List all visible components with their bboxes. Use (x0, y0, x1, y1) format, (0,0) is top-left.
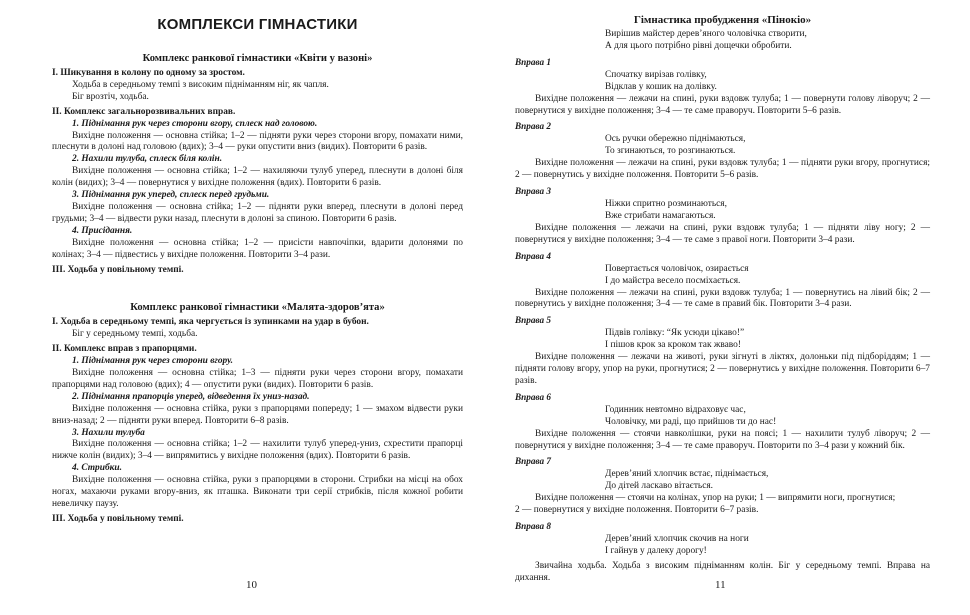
verse-line: І пішов крок за кроком так жваво! (605, 340, 741, 351)
exercise-label: Вправа 6 (515, 391, 551, 402)
exercise-text: Вихідне положення — основна стійка; 1–2 — нахилити тулуб уперед-униз, схрестити прапорці нижче колін (видих); 3–4 — випрямитись у вихідне положення (вдих). Повторити 6 разів. (52, 439, 463, 462)
exercise-text: Вихідне положення — стоячи навколішки, руки на поясі; 1 — нахилити тулуб ліворуч; 2 — повернутися у вихідне положення; 3–4 — те саме праворуч. Повторити по 3–4 рази у кожний бік. (515, 428, 930, 451)
exercise-text: Вихідне положення — основна стійка; 1–2 — підняти руки вперед, плеснути в долоні перед грудьми; 3–4 — відвести руки назад, плеснути в долоні за спиною. Повторити 6 разів. (52, 201, 463, 224)
section-1-heading: I. Шикування в колону по одному за зростом. (52, 68, 245, 78)
exercise-text: 2 — повернутися у вихідне положення. Повторити 6–7 разів. (515, 505, 759, 516)
exercise-title: 3. Нахили тулуба (72, 427, 145, 438)
exercise-text: Вихідне положення — основна стійка; 1–3 — підняти руки через сторони вгору, помахати прапорцями над головою (вдих); 4 — опустити руки (видих). Повторити 6 разів. (52, 368, 463, 390)
verse-line: І гайнув у далеку дорогу! (605, 546, 707, 556)
exercise-label: Вправа 8 (515, 521, 551, 532)
verse-line: Відклав у кошик на долівку. (605, 81, 717, 92)
verse-line: А для цього потрібно рівні дощечки обробити. (605, 40, 792, 51)
exercise-title: 2. Піднімання прапорців уперед, відведення їх униз-назад. (72, 391, 310, 402)
exercise-label: Вправа 3 (515, 186, 551, 197)
section-1-heading: I. Ходьба в середньому темпі, яка чергується із зупинками на удар в бубон. (52, 317, 369, 328)
paragraph: Біг врозтіч, ходьба. (72, 91, 149, 102)
exercise-text: Вихідне положення — основна стійка; 1–2 — підняти руки через сторони вгору, помахати ними, плеснути в долоні над головою (вдих); 3–4 — руки опустити вниз (видих). Повторити 6 разів. (52, 130, 463, 153)
exercise-text: Вихідне положення — лежачи на спині, руки вздовж тулуба; 1 — підняти ліву ногу; 2 — повернутися у вихідне положення; 3–4 — те саме з правої ноги. Повторити 3–4 рази. (515, 222, 930, 245)
exercise-text: Вихідне положення — лежачи на животі, руки зігнуті в ліктях, долоньки під підборіддям; 1 — підняти голову вгору, упор на руки, прогнутися; 2 — повернутись у вихідне положення. Повторити 6–7 разів. (515, 352, 930, 386)
exercise-text: Вихідне положення — лежачи на спині, руки вздовж тулуба; 1 — підняти руки вгору, прогнутися; 2 — повернутись у вихідне положення. Повторити 5–6 разів. (515, 158, 930, 181)
exercise-label: Вправа 2 (515, 121, 551, 132)
verse-line: Вже стрибати намагаються. (605, 210, 716, 221)
exercise-label: Вправа 5 (515, 315, 551, 326)
exercise-label: Вправа 7 (515, 456, 551, 467)
exercise-text: Вихідне положення — лежачи на спині, руки вздовж тулуба; 1 — повернути голову ліворуч; 2 — повернутися у вихідне положення; 3–4 — те саме праворуч. Повторити 5–6 разів. (515, 93, 930, 116)
final-text: Звичайна ходьба. Ходьба з високим підніманням колін. Біг у середньому темпі. Вправа на дихання. (515, 560, 930, 583)
complex-1-title: Комплекс ранкової гімнастики «Квіти у вазоні» (142, 53, 373, 64)
verse-line: Ніжки спритно розминаються, (605, 199, 727, 210)
exercise-title: 1. Піднімання рук через сторони вгору. (72, 356, 234, 367)
exercise-text: Вихідне положення — основна стійка; 1–2 — нахиляючи тулуб уперед, плеснути в долоні біля колін (видих); 3–4 — повернутися у вихідне положення (вдих). Повторити 6 разів. (52, 166, 463, 189)
page-number: 11 (715, 579, 726, 591)
verse-line: До дітей ласкаво вітається. (605, 481, 714, 492)
verse-line: Чоловічку, ми раді, що прийшов ти до нас! (605, 416, 777, 427)
verse-line: То згинаються, то розгинаються. (605, 146, 736, 157)
exercise-label: Вправа 4 (515, 250, 551, 261)
verse-line: Вирішив майстер дерев’яного чоловічка створити, (605, 29, 807, 39)
exercise-text: Вихідне положення — основна стійка, руки з прапорцями попереду; 1 — змахом відвести руки вниз-назад; 2 — підняти руки вперед. Повторити 6–8 разів. (52, 403, 463, 426)
exercise-text: Вихідне положення — стоячи на колінах, упор на руки; 1 — випрямити ноги, прогнутися; (535, 493, 896, 504)
page-number: 10 (246, 579, 257, 591)
section-2-heading: II. Комплекс загальнорозвивальних вправ. (52, 106, 236, 117)
page-title: Гімнастика пробудження «Пінокіо» (633, 14, 812, 26)
page-title: КОМПЛЕКСИ ГІМНАСТИКИ (157, 16, 358, 33)
exercise-title: 2. Нахили тулуба, сплеск біля колін. (72, 154, 223, 165)
exercise-text: Вихідне положення — основна стійка; 1–2 — присісти навпочіпки, вдарити долонями по колінах; 3–4 — підвестись у вихідне положення. Повторити 3–4 рази. (52, 237, 463, 260)
exercise-title: 4. Присідання. (72, 225, 133, 236)
right-page (485, 0, 970, 615)
exercise-title: 1. Піднімання рук через сторони вгору, сплеск над головою. (72, 118, 318, 129)
section-3-heading: III. Ходьба у повільному темпі. (52, 513, 184, 524)
verse-line: Дерев’яний хлопчик встає, піднімається, (605, 469, 769, 480)
exercise-text: Вихідне положення — основна стійка, руки з прапорцями в сторони. Стрибки на місці на обох ногах, махаючи руками вгору-вниз, як пташка. Виконати три серії стрибків, після кожної робити невеличку паузу. (52, 475, 463, 509)
verse-line: Повертається чоловічок, озирається (605, 263, 749, 274)
exercise-text: Вихідне положення — лежачи на спині, руки вздовж тулуба; 1 — повернутись на лівий бік; 2 — повернутись у вихідне положення; 3–4 — те саме в правий бік. Повторити 3–4 рази. (515, 287, 930, 310)
section-3-heading: III. Ходьба у повільному темпі. (52, 264, 184, 275)
exercise-title: 4. Стрибки. (72, 463, 122, 474)
paragraph: Ходьба в середньому темпі з високим підніманням ніг, як чапля. (72, 79, 329, 90)
section-2-heading: II. Комплекс вправ з прапорцями. (52, 344, 197, 355)
verse-line: Годинник невтомно відраховує час, (605, 404, 746, 415)
paragraph: Біг у середньому темпі, ходьба. (72, 329, 198, 340)
verse-line: І до майстра весело посміхається. (605, 275, 741, 286)
complex-2-title: Комплекс ранкової гімнастики «Малята-здоров’ята» (130, 302, 385, 314)
exercise-label: Вправа 1 (515, 56, 551, 67)
verse-line: Ось ручки обережно піднімаються, (605, 134, 746, 145)
verse-line: Спочатку вирізав голівку, (605, 69, 707, 80)
exercise-title: 3. Піднімання рук уперед, сплеск перед грудьми. (72, 190, 270, 201)
verse-line: Дерев’яний хлопчик скочив на ноги (605, 534, 749, 545)
verse-line: Підвів голівку: “Як усюди цікаво!” (605, 328, 745, 339)
